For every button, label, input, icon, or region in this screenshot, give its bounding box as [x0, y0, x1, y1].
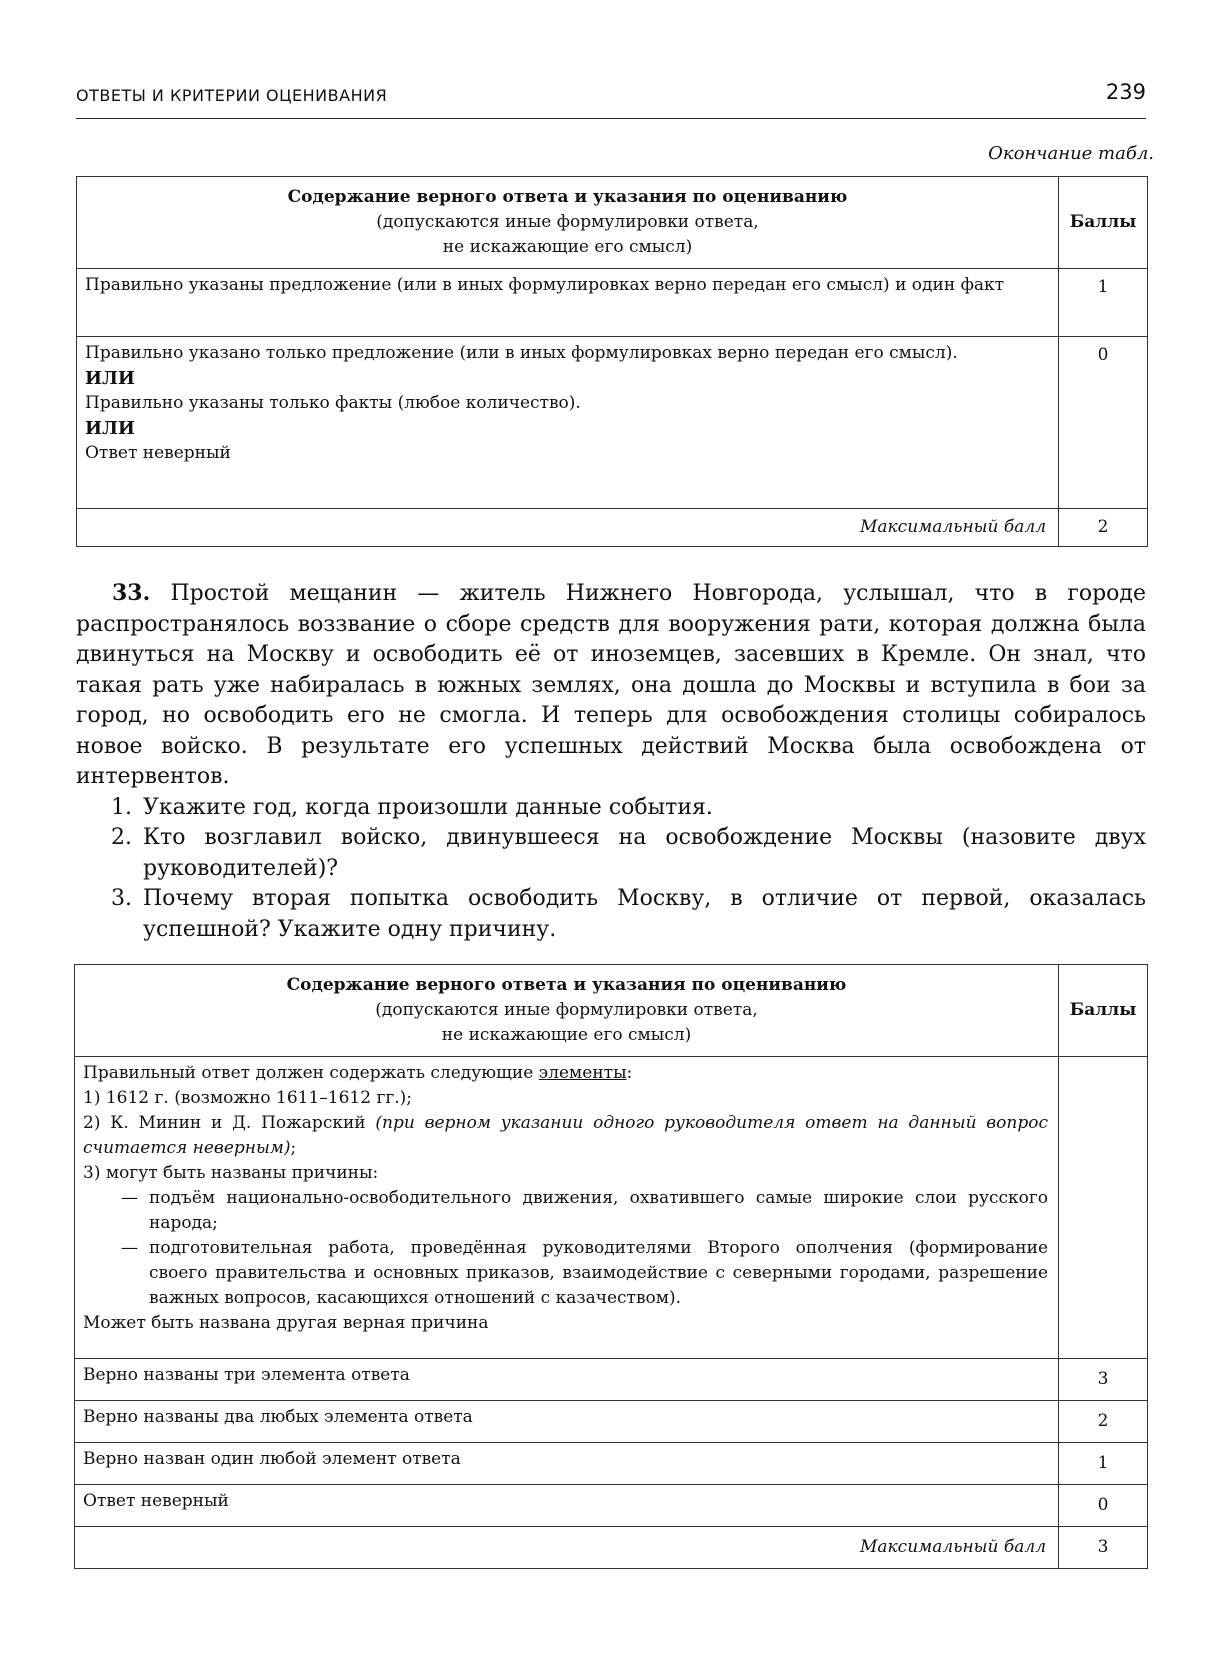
score-value: 3: [1059, 1359, 1148, 1401]
score-value: 1: [1059, 269, 1148, 337]
table-header-row: [75, 965, 1148, 1057]
table-header-row: [77, 177, 1148, 269]
score-value: 0: [1059, 337, 1148, 509]
score-header: Баллы: [1059, 965, 1148, 1057]
reason-item: — подготовительная работа, проведённая руководителями Второго ополчения (формирование своего правительства и основных приказов, взаимодействие с северными городами, разрешение важных вопросов, касающихся отношений с казачеством).: [121, 1238, 1049, 1308]
score-header: Баллы: [1059, 177, 1148, 269]
max-score-value: 3: [1059, 1527, 1148, 1569]
max-score-row: [77, 509, 1148, 547]
content-intro: Правильный ответ должен содержать следующие элементы:: [83, 1063, 633, 1083]
empty-score-cell: [1059, 1057, 1148, 1359]
question-list: [76, 793, 1146, 946]
table-row: [77, 337, 1148, 509]
running-header: [76, 78, 1146, 119]
question-33: [76, 578, 1146, 945]
header-title: ОТВЕТЫ И КРИТЕРИИ ОЦЕНИВАНИЯ: [76, 86, 388, 105]
table-row: [77, 269, 1148, 337]
header-cell: Содержание верного ответа и указания по оцениванию (допускаются иные формулировки ответа, не искажающие его смысл): [77, 177, 1059, 269]
list-item: 2. Кто возглавил войско, двинувшееся на освобождение Москвы (назовите двух руководителей)?: [111, 825, 1146, 881]
table-row: [75, 1401, 1148, 1443]
score-value: 2: [1059, 1401, 1148, 1443]
table-continuation-note: Окончание табл.: [988, 143, 1154, 164]
reason-item: — подъём национально-освободительного движения, охватившего самые широкие слои русского народа;: [121, 1188, 1049, 1233]
criterion-text: Ответ неверный: [75, 1485, 1059, 1527]
criterion-text: Правильно указаны предложение (или в иных формулировках верно передан его смысл) и один факт: [77, 269, 1059, 337]
table-row: [75, 1443, 1148, 1485]
element-1: 1) 1612 г. (возможно 1611–1612 гг.);: [83, 1088, 413, 1108]
max-score-label: Максимальный балл: [75, 1527, 1059, 1569]
list-item: 1. Укажите год, когда произошли данные события.: [111, 794, 713, 820]
answer-content-row: [75, 1057, 1148, 1359]
max-score-value: 2: [1059, 509, 1148, 547]
element-3: 3) могут быть названы причины:: [83, 1163, 379, 1183]
question-text: 33. Простой мещанин — житель Нижнего Новгорода, услышал, что в городе распространялось воззвание о сборе средств для вооружения рати, которая должна была двинуться на Москву и освободить её от иноземцев, засевших в Кремле. Он знал, что такая рать уже набиралась в южных землях, она дошла до Москвы и вступила в бои за город, но освободить его не смогла. И теперь для освобождения столицы собиралось новое войско. В результате его успешных действий Москва была освобождена от интервентов.: [76, 580, 1146, 789]
answer-content: [75, 1057, 1059, 1359]
other-reason-note: Может быть названа другая верная причина: [83, 1313, 489, 1333]
element-2: 2) К. Минин и Д. Пожарский (при верном указании одного руководителя ответ на данный вопрос считается неверным);: [83, 1113, 1049, 1158]
max-score-label: Максимальный балл: [77, 509, 1059, 547]
header-cell: Содержание верного ответа и указания по оцениванию (допускаются иные формулировки ответа, не искажающие его смысл): [75, 965, 1059, 1057]
score-value: 1: [1059, 1443, 1148, 1485]
table-row: [75, 1359, 1148, 1401]
criterion-text: Верно названы два любых элемента ответа: [75, 1401, 1059, 1443]
question-number: 33.: [112, 580, 151, 606]
score-value: 0: [1059, 1485, 1148, 1527]
criteria-table-2: [74, 964, 1148, 1569]
max-score-row: [75, 1527, 1148, 1569]
table-row: [75, 1485, 1148, 1527]
criterion-text: Верно названы три элемента ответа: [75, 1359, 1059, 1401]
criterion-text: Верно назван один любой элемент ответа: [75, 1443, 1059, 1485]
criterion-text: Правильно указано только предложение (или в иных формулировках верно передан его смысл). ИЛИ Правильно указаны только факты (любое количество). ИЛИ Ответ неверный: [77, 337, 1059, 509]
list-item: 3. Почему вторая попытка освободить Москву, в отличие от первой, оказалась успешной? Укажите одну причину.: [111, 886, 1146, 942]
page-number: 239: [1105, 80, 1146, 104]
criteria-table-1: [76, 176, 1148, 547]
